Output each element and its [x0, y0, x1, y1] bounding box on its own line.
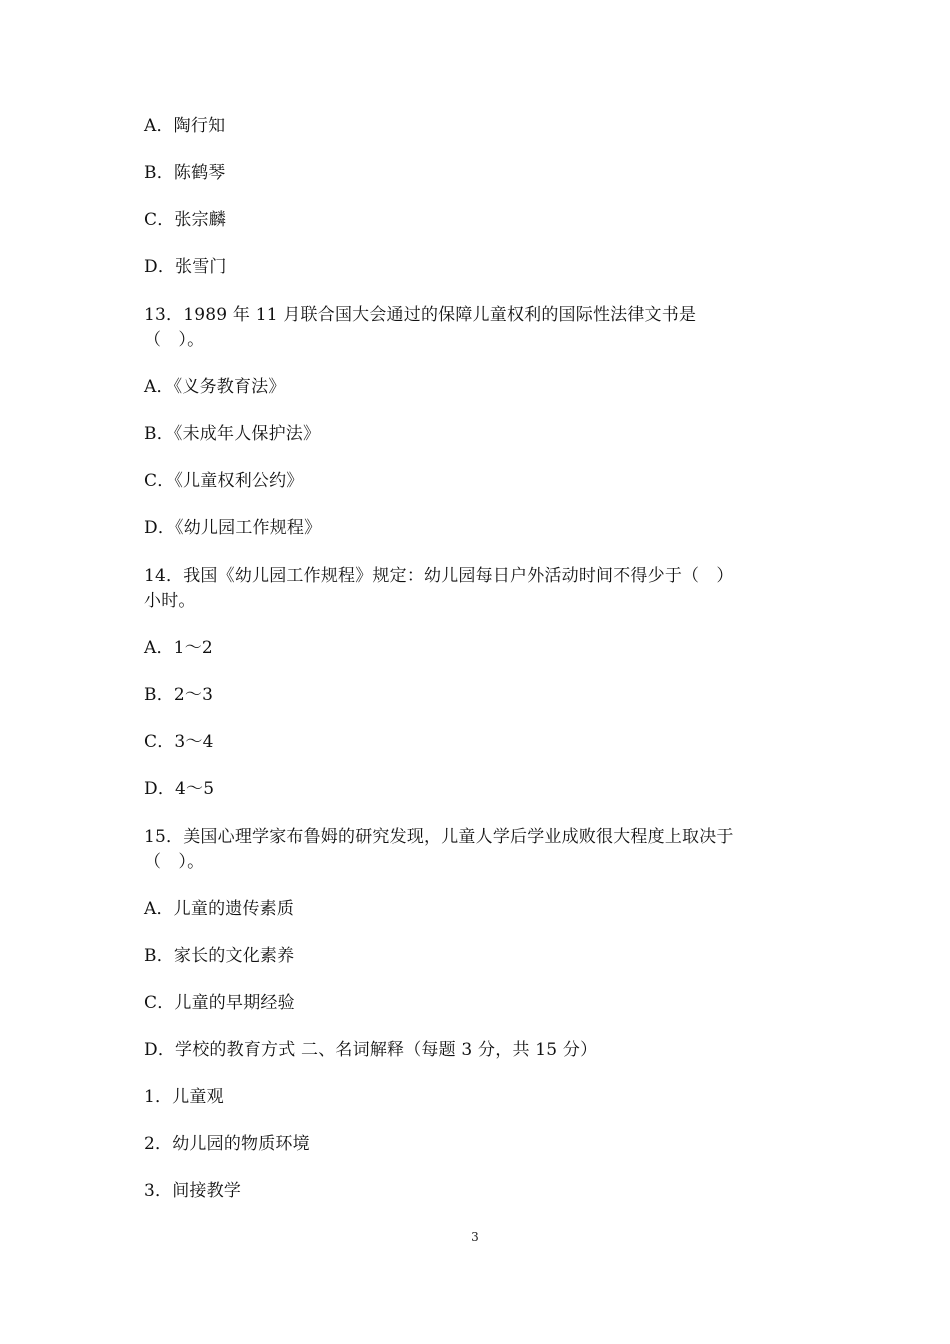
q13-option-b: B．《未成年人保护法》: [144, 424, 321, 444]
q14-stem-line2: 小时。: [144, 591, 196, 611]
q15-stem-line1: 15．美国心理学家布鲁姆的研究发现，儿童人学后学业成败很大程度上取决于: [144, 827, 734, 847]
q15-option-d-and-section-heading: D．学校的教育方式 二、名词解释（每题 3 分，共 15 分）: [144, 1040, 598, 1060]
term-item-3: 3．间接教学: [144, 1181, 242, 1201]
q12-option-c: C．张宗麟: [144, 210, 227, 230]
q14-option-a: A．1～2: [144, 638, 213, 658]
q15-option-b: B．家长的文化素养: [144, 946, 295, 966]
q15-option-a: A．儿童的遗传素质: [144, 899, 295, 919]
page-number: 3: [471, 1230, 479, 1244]
term-item-1: 1．儿童观: [144, 1087, 224, 1107]
q12-option-d: D．张雪门: [144, 257, 227, 277]
q14-option-d: D．4～5: [144, 779, 215, 799]
q15-stem-line2: （ ）。: [144, 852, 205, 872]
q14-stem-line1: 14．我国《幼儿园工作规程》规定：幼儿园每日户外活动时间不得少于（ ）: [144, 566, 734, 586]
q13-stem-line1: 13．1989 年 11 月联合国大会通过的保障儿童权利的国际性法律文书是: [144, 305, 697, 325]
q14-option-c: C．3～4: [144, 732, 214, 752]
q13-option-d: D．《幼儿园工作规程》: [144, 518, 322, 538]
q12-option-a: A．陶行知: [144, 116, 226, 136]
q13-option-c: C．《儿童权利公约》: [144, 471, 304, 491]
q13-stem-line2: （ ）。: [144, 330, 205, 350]
q14-option-b: B．2～3: [144, 685, 214, 705]
q13-option-a: A．《义务教育法》: [144, 377, 286, 397]
term-item-2: 2．幼儿园的物质环境: [144, 1134, 310, 1154]
q12-option-b: B．陈鹤琴: [144, 163, 226, 183]
q15-option-c: C．儿童的早期经验: [144, 993, 295, 1013]
